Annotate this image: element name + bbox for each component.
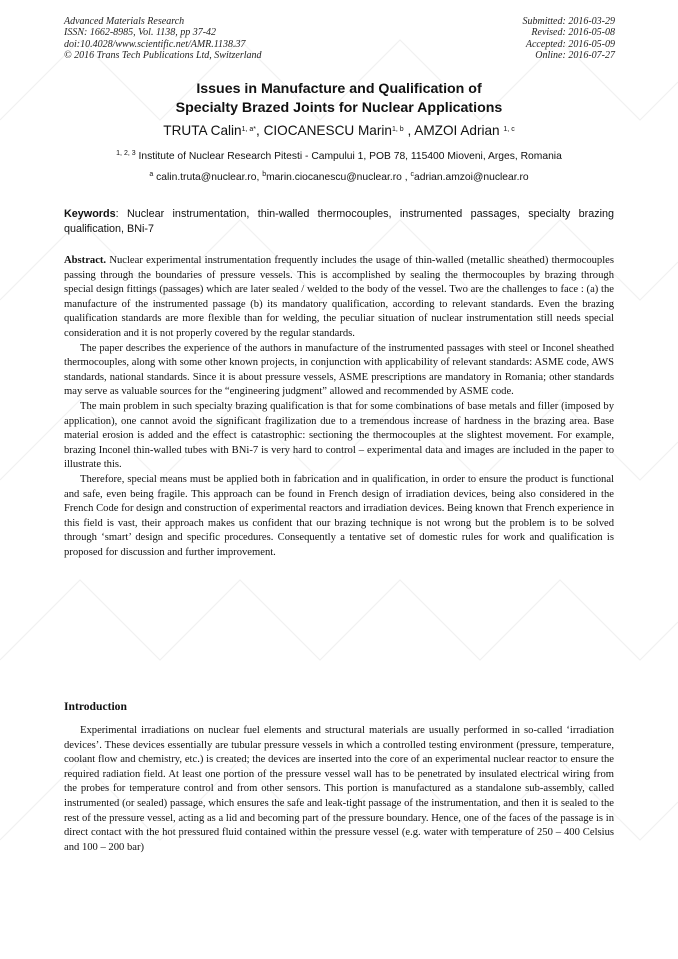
- abstract-paragraph-4: Therefore, special means must be applied both in fabrication and in qualification, in order to ensure the product is functional and safe, even being fragile. This approach can be found in French design of irradiation devices, being also considered in the French Code for design and construction of experimental reactors and irradiation devices. Being known that French experience in this field is vast, their approach makes us confident that our brazing technique is not wrong but the problem is to be solved through ‘smart’ design and specific procedures. Consequently a tentative set of domestic rules for work and qualification is proposed for discussion and further improvement.: [64, 473, 614, 558]
- journal-doi: doi:10.4028/www.scientific.net/AMR.1138.37: [64, 38, 246, 50]
- journal-copyright: © 2016 Trans Tech Publications Ltd, Switzerland: [64, 49, 262, 61]
- abstract-paragraph-2: The paper describes the experience of the authors in manufacture of the instrumented passages with steel or Inconel sheathed thermocouples, along with some other known projects, in conjunction with applicability of relevant standards: ASME code, AWS standards, national standards. Since it is about pressure vessels, ASME prescriptions are mandatory in Romania; other standards may serve as valuable sources for the “engineering judgment” allowed and recommended by ASME code.: [64, 342, 614, 398]
- author-3-sup: 1, c: [503, 126, 515, 133]
- abstract-label: Abstract.: [64, 255, 107, 266]
- affiliation-text: Institute of Nuclear Research Pitesti - Campului 1, POB 78, 115400 Mioveni, Arges, Romania: [135, 151, 562, 162]
- email-c: adrian.amzoi@nuclear.ro: [413, 172, 529, 183]
- author-2-sup: 1, b: [391, 126, 404, 133]
- paper-title: [40, 80, 638, 118]
- author-list: [40, 123, 638, 138]
- abstract-paragraph-1: [64, 254, 614, 342]
- date-submitted: Submitted: 2016-03-29: [522, 16, 615, 27]
- email-b: marin.ciocanescu@nuclear.ro ,: [266, 172, 411, 183]
- abstract-paragraph-3: The main problem in such specialty brazing qualification is that for some combinations of base metals and filler (imposed by application), one cannot avoid the significant fragilization due to a tremendous increase of hardness in the brazing area. Base material erosion is added and the effect is catastrophic: sectioning the thermocouples at the slightest movement. For example, brazing Inconel thin-walled tubes with BNi-7 is very hard to control – experimental data and images are included in the paper to illustrate this.: [64, 400, 614, 471]
- date-accepted: Accepted: 2016-05-09: [525, 38, 615, 50]
- title-line-1: Issues in Manufacture and Qualification of: [196, 81, 482, 97]
- journal-header: [64, 16, 262, 61]
- date-online: Online: 2016-07-27: [535, 49, 615, 61]
- keywords-label: Keywords: [64, 208, 116, 220]
- section-heading-introduction: Introduction: [64, 700, 127, 713]
- author-1-sup: 1, a*: [241, 126, 257, 133]
- journal-name: Advanced Materials Research: [64, 16, 185, 27]
- affiliation-sup: 1, 2, 3: [116, 150, 136, 157]
- abstract-text-1: Nuclear experimental instrumentation frequently includes the usage of thin-walled (metallic sheathed) thermocouples passing through the boundaries of pressure vessels. This is accomplished by sealing the thermocouples by brazing through special design fittings (passages) which are later sealed / welded to the body of the vessel. Two are the challenges to face : (a) the manufacture of the instrumented passage (b) its mandatory qualification, according to relevant standards. Even the brazing qualification standards are more flexible than for welding, the peculiar situation of nuclear instrumentation still needs special consideration and it is not properly covered by the regular standards.: [64, 255, 614, 339]
- email-a: calin.truta@nuclear.ro,: [153, 172, 263, 183]
- dates-header: [523, 16, 616, 61]
- author-2: , CIOCANESCU Marin: [256, 123, 392, 138]
- introduction-paragraph-1: Experimental irradiations on nuclear fuel elements and structural materials are usually performed in so-called ‘irradiation devices’. These devices essentially are tubular pressure vessels in which a controlled testing environment (pressure, temperature, coolant flow and chemistry, etc.) is created; the devices are inserted into the core of an experimental nuclear reactor to ensure the required radiation field. At least one portion of the pressure vessel wall has to be penetrated by insulated electrical wiring from the probes for temperature control and from other sensors. This portion is manufactured as a standalone sub-assembly, called instrumented (or sealed) passage, which ensures the safe and leak-tight passage of the instrumentation, and then it is sealed to the rest of the pressure vessel, acting as a lid and becoming part of the pressure boundary. Hence, one of the faces of the passage is in direct contact with the hot pressured fluid contained within the pressure vessel (e.g. water with temperature of 250 – 400 Celsius and 100 – 200 bar): [64, 725, 614, 853]
- date-revised: Revised: 2016-05-08: [531, 27, 615, 39]
- journal-issn: ISSN: 1662-8985, Vol. 1138, pp 37-42: [64, 27, 217, 39]
- email-c-sup: c: [410, 171, 414, 178]
- author-emails: [40, 172, 638, 183]
- introduction-body: [64, 724, 614, 855]
- affiliation: [40, 151, 638, 162]
- author-1: TRUTA Calin: [163, 123, 242, 138]
- keywords-text: : Nuclear instrumentation, thin-walled thermocouples, instrumented passages, specialty brazing qualification, BNi-7: [64, 208, 614, 235]
- abstract: [64, 254, 614, 560]
- title-line-2: Specialty Brazed Joints for Nuclear Applications: [175, 100, 503, 116]
- email-a-sup: a: [149, 171, 154, 178]
- email-b-sup: b: [262, 171, 267, 178]
- author-3: , AMZOI Adrian: [403, 123, 504, 138]
- keywords: [64, 207, 614, 236]
